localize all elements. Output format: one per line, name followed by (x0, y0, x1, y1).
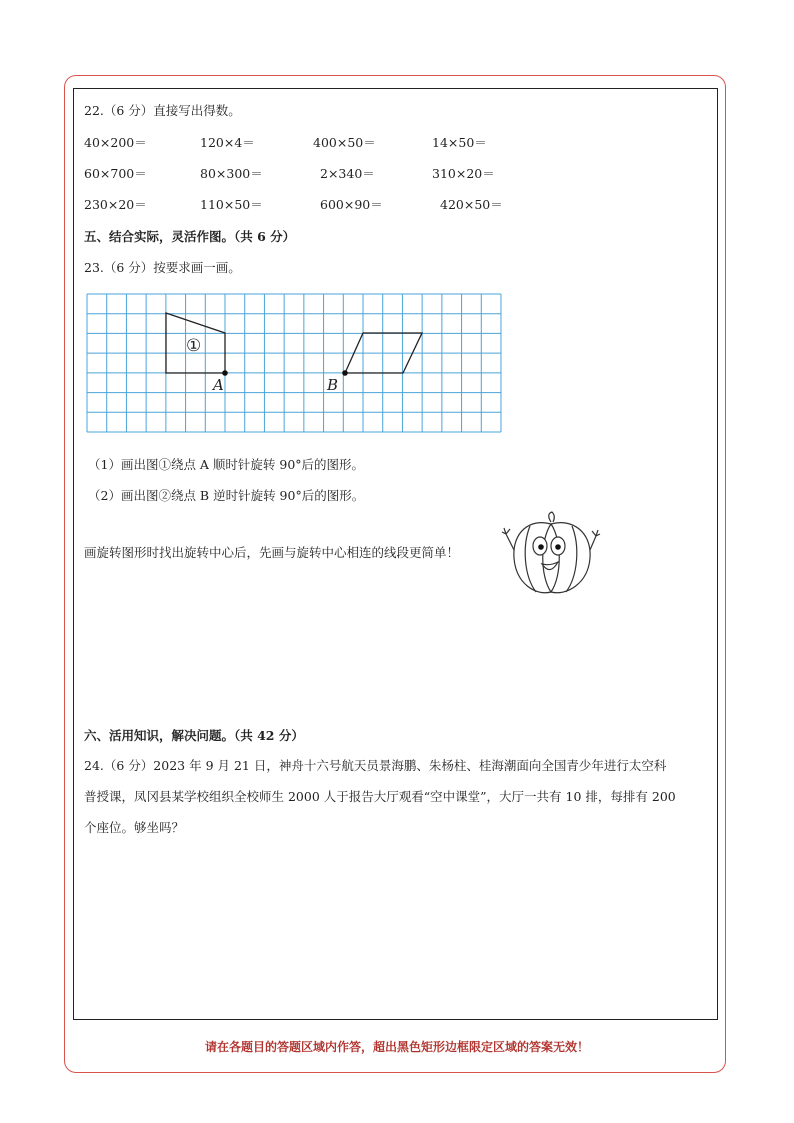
q22-r2-c2: 80×300＝ (200, 166, 263, 181)
q22-title: 22.（6 分）直接写出得数。 (84, 103, 241, 118)
q22-r1-c1: 40×200＝ (84, 135, 147, 150)
q22-r1-c2: 120×4＝ (200, 135, 255, 150)
q24-line1: 24.（6 分）2023 年 9 月 21 日，神舟十六号航天员景海鹏、朱杨柱、桂海潮面向全国青少年进行太空科 (84, 758, 667, 773)
q22-r3-c2: 110×50＝ (200, 197, 263, 212)
q23-part1: （1）画出图①绕点 A 顺时针旋转 90°后的图形。 (88, 457, 365, 472)
point-b-dot (342, 370, 348, 376)
q24-line2: 普授课，凤冈县某学校组织全校师生 2000 人于报告大厅观看“空中课堂”，大厅一共有 10 排，每排有 200 (84, 789, 676, 804)
point-b-label: B (327, 376, 339, 394)
q22-r2-c3: 2×340＝ (320, 166, 375, 181)
q22-r3-c1: 230×20＝ (84, 197, 147, 212)
grid-lines (87, 294, 501, 432)
shape-1-label: ① (186, 336, 202, 356)
q22-r2-c4: 310×20＝ (432, 166, 495, 181)
q22-r3-c4: 420×50＝ (440, 197, 503, 212)
pumpkin-mascot-icon (500, 510, 602, 600)
q22-r2-c1: 60×700＝ (84, 166, 147, 181)
q22-r3-c3: 600×90＝ (320, 197, 383, 212)
q23-tip: 画旋转图形时找出旋转中心后，先画与旋转中心相连的线段更简单！ (84, 545, 460, 560)
section5-title: 五、结合实际，灵活作图。（共 6 分） (84, 229, 296, 244)
q23-part2: （2）画出图②绕点 B 逆时针旋转 90°后的图形。 (88, 488, 365, 503)
rotation-grid-figure (86, 293, 502, 433)
footer-warning: 请在各题目的答题区域内作答，超出黑色矩形边框限定区域的答案无效！ (204, 1040, 589, 1054)
section6-title: 六、活用知识，解决问题。（共 42 分） (84, 728, 304, 743)
point-a-label: A (213, 376, 224, 394)
q23-title: 23.（6 分）按要求画一画。 (84, 260, 241, 275)
point-a-dot (222, 370, 228, 376)
q22-r1-c4: 14×50＝ (432, 135, 487, 150)
q24-line3: 个座位。够坐吗？ (84, 820, 185, 835)
q22-r1-c3: 400×50＝ (313, 135, 376, 150)
grid-svg (86, 293, 502, 433)
